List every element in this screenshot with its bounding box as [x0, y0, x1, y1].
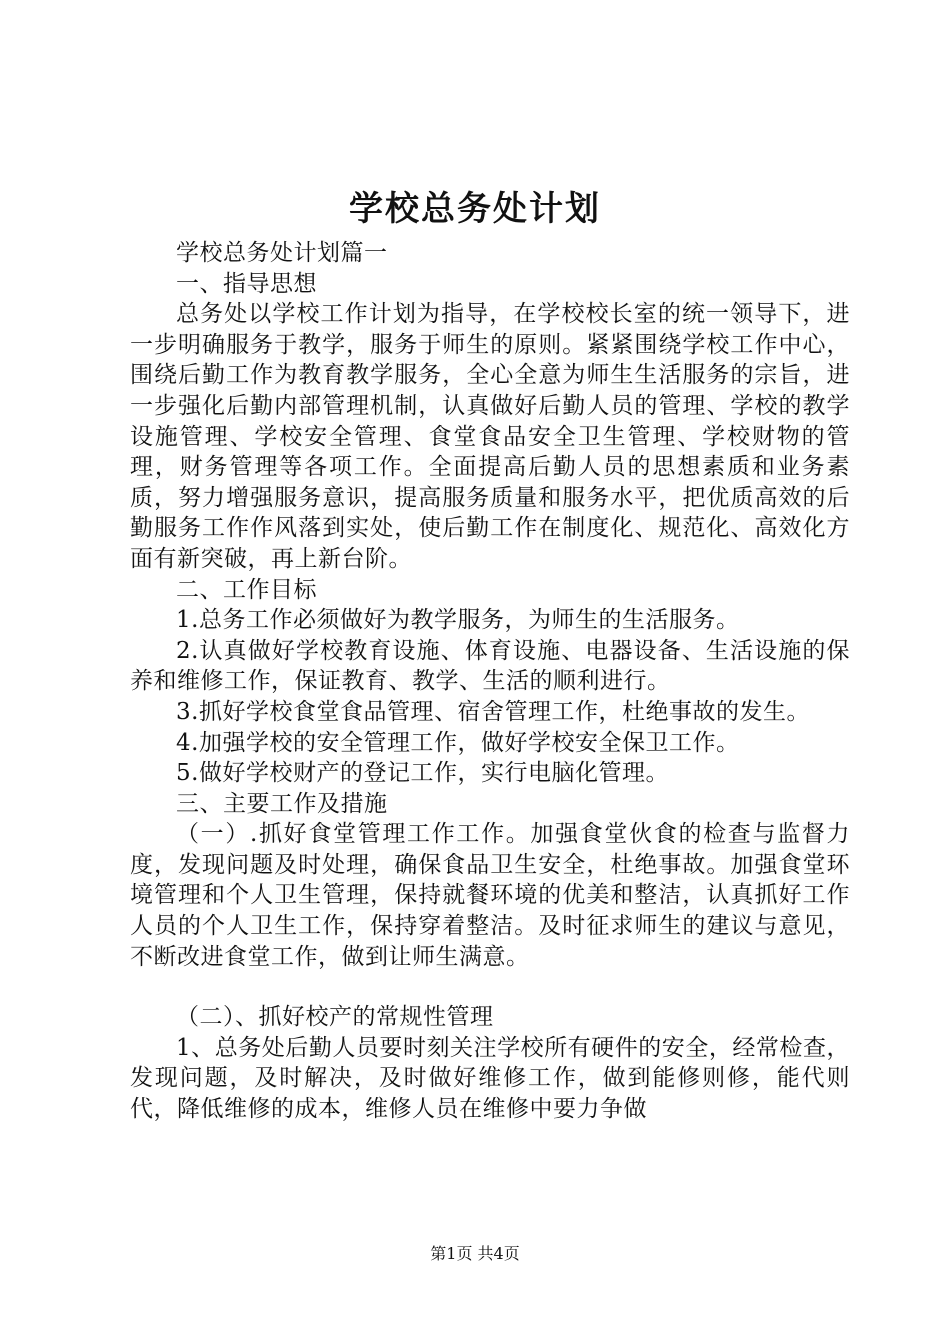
paragraph: （一）.抓好食堂管理工作工作。加强食堂伙食的检查与监督力度，发现问题及时处理，确保食品卫生安全，杜绝事故。加强食堂环境管理和个人卫生管理，保持就餐环境的优美和整洁，认真抓好工作人员的个人卫生工作，保持穿着整洁。及时征求师生的建议与意见，不断改进食堂工作，做到让师生满意。	[130, 821, 850, 970]
document-title: 学校总务处计划	[349, 189, 601, 229]
list-item: 2.认真做好学校教育设施、体育设施、电器设备、生活设施的保养和维修工作，保证教育、教学、生活的顺利进行。	[130, 637, 850, 695]
subsection-heading: （二）、抓好校产的常规性管理	[176, 1004, 494, 1031]
section-heading-2: 二、工作目标	[176, 576, 317, 603]
section-heading-1: 一、指导思想	[176, 270, 317, 297]
list-item: 5.做好学校财产的登记工作，实行电脑化管理。	[176, 760, 669, 787]
section-heading-3: 三、主要工作及措施	[176, 790, 388, 817]
paragraph-subtitle: 学校总务处计划篇一	[176, 240, 388, 266]
paragraph: 1、总务处后勤人员要时刻关注学校所有硬件的安全，经常检查，发现问题，及时解决，及时做好维修工作，做到能修则修，能代则代，降低维修的成本，维修人员在维修中要力争做	[130, 1034, 850, 1123]
list-item: 1.总务工作必须做好为教学服务，为师生的生活服务。	[176, 607, 740, 634]
page-footer: 第1页 共4页	[430, 1244, 520, 1263]
document-body	[130, 238, 850, 1125]
list-item: 3.抓好学校食堂食品管理、宿舍管理工作，杜绝事故的发生。	[176, 698, 810, 725]
paragraph: 总务处以学校工作计划为指导，在学校校长室的统一领导下，进一步明确服务于教学，服务于师生的原则。紧紧围绕学校工作中心，围绕后勤工作为教育教学服务，全心全意为师生生活服务的宗旨，进一步强化后勤内部管理机制，认真做好后勤人员的管理、学校的教学设施管理、学校安全管理、食堂食品安全卫生管理、学校财物的管理，财务管理等各项工作。全面提高后勤人员的思想素质和业务素质，努力增强服务意识，提高服务质量和服务水平，把优质高效的后勤服务工作作风落到实处，使后勤工作在制度化、规范化、高效化方面有新突破，再上新台阶。	[130, 301, 850, 572]
list-item: 4.加强学校的安全管理工作，做好学校安全保卫工作。	[176, 729, 740, 756]
